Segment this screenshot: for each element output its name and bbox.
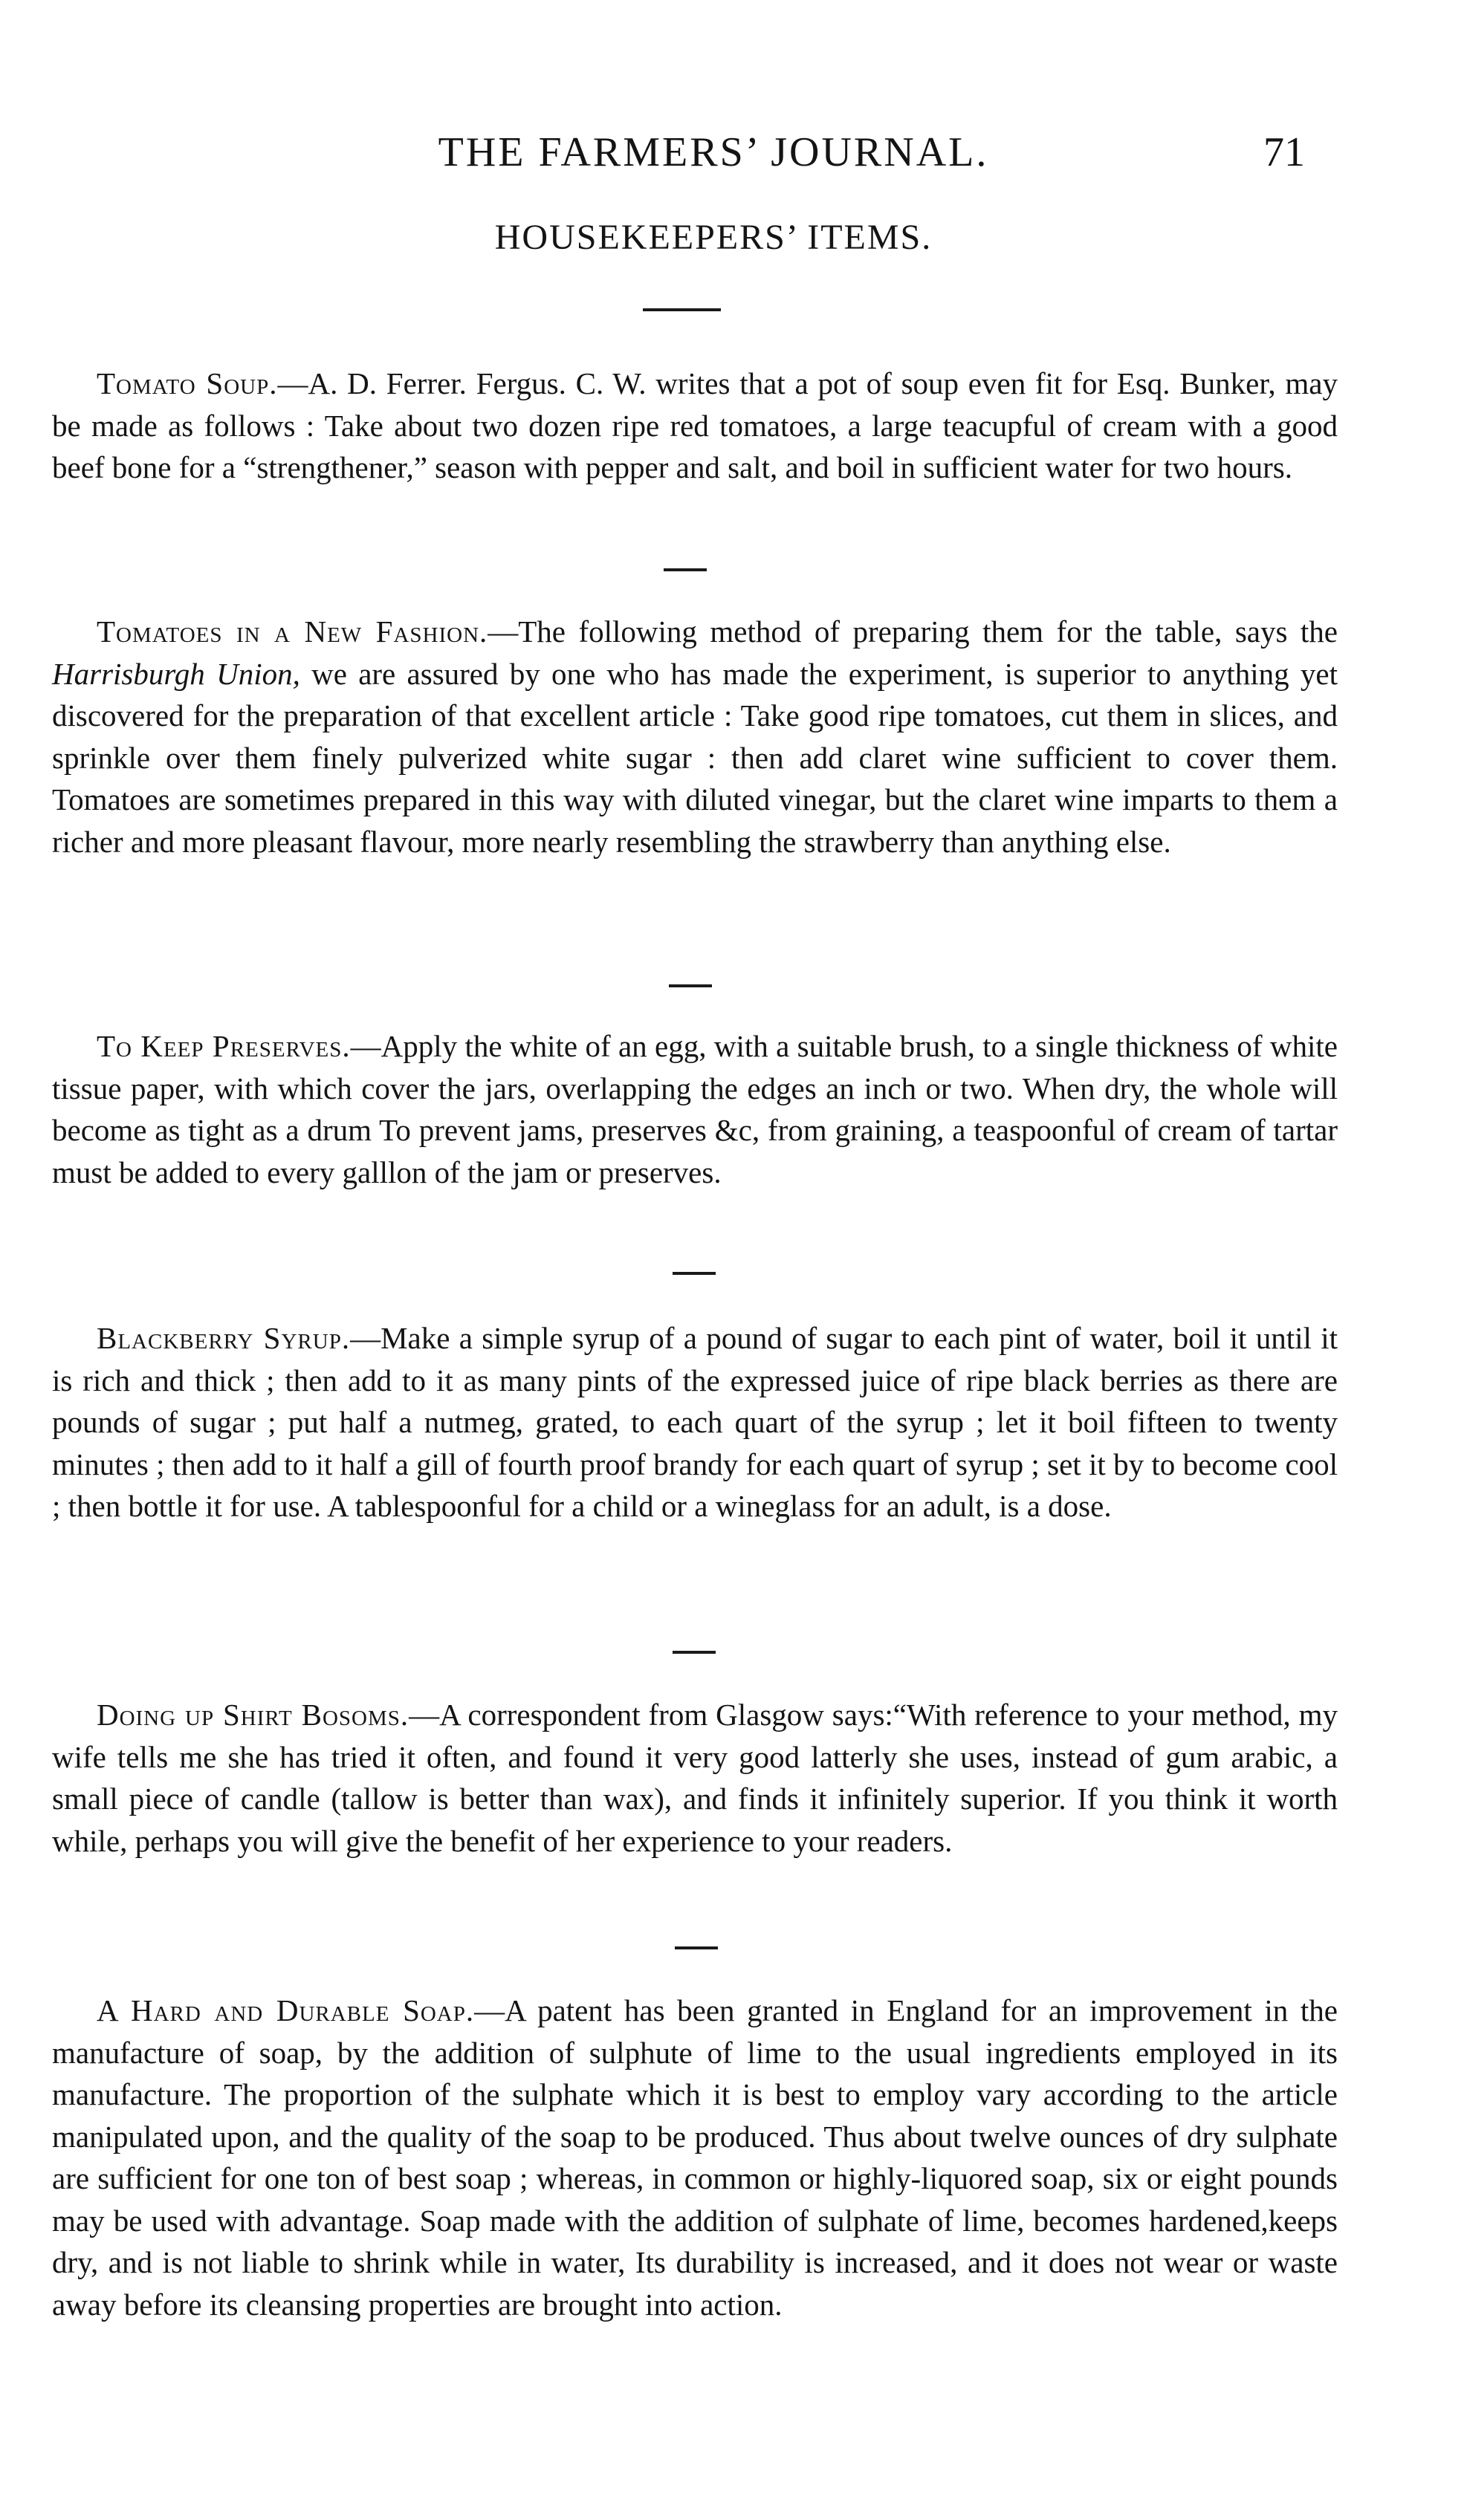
item-blackberry-syrup <box>52 1317 1338 1527</box>
item-heading: Doing up Shirt Bosoms. <box>97 1698 409 1732</box>
journal-title: THE FARMERS’ JOURNAL. <box>438 129 989 175</box>
item-divider <box>664 568 707 571</box>
item-tomato-soup <box>52 363 1338 489</box>
section-title: HOUSEKEEPERS’ ITEMS. <box>494 218 933 257</box>
item-text: we are assured by one who has made the experiment, is superior to anything yet discovered for the preparation of that excellent article : Take good ripe tomatoes, cut them in slices, and sprinkle over them finely pulverized white sugar : then add claret wine sufficient to cover them. Tomatoes are sometimes prepared in this way with diluted vinegar, but the claret wine imparts to them a richer and more pleasant flavour, more nearly resembling the strawberry than anything else. <box>52 656 1338 859</box>
item-hard-durable-soap <box>52 1990 1338 2325</box>
item-text: —Apply the white of an egg, with a suitable brush, to a single thickness of white tissue paper, with which cover the jars, overlapping the edges an inch or two. When dry, the whole will become as tight as a drum To prevent jams, preserves &c, from graining, a teaspoonful of cream of tartar must be added to every galllon of the jam or preserves. <box>52 1029 1338 1189</box>
item-divider <box>673 1651 716 1654</box>
item-text: —A correspondent from Glasgow says:“With reference to your method, my wife tells me she has tried it often, and found it very good latterly she uses, instead of gum arabic, a small piece of candle (tallow is better than wax), and finds it infinitely superior. If you think it worth while, perhaps you will give the benefit of her experience to your readers. <box>52 1698 1338 1858</box>
section-rule <box>643 308 721 311</box>
item-text: —Make a simple syrup of a pound of sugar to each pint of water, boil it until it is rich and thick ; then add to it as many pints of the expressed juice of ripe black berries as there are pounds of sugar ; put half a nutmeg, grated, to each quart of the syrup ; let it boil fifteen to twenty minutes ; then add to it half a gill of fourth proof brandy for each quart of syrup ; set it by to become cool ; then bottle it for use. A tablespoonful for a child or a wineglass for an adult, is a dose. <box>52 1321 1338 1523</box>
item-text: —A patent has been granted in England for an improvement in the manufacture of soap, by the addition of sulphute of lime to the usual ingredients employed in its manufacture. The proportion of the sulphate which it is best to employ vary according to the article manipulated upon, and the quality of the soap to be produced. Thus about twelve ounces of dry sulphate are sufficient for one ton of best soap ; whereas, in common or highly-liquored soap, six or eight pounds may be used with advantage. Soap made with the addition of sulphate of lime, becomes hardened,keeps dry, and is not liable to shrink while in water, Its durability is increased, and it does not wear or waste away before its cleansing properties are brought into action. <box>52 1993 1338 2322</box>
page-number: 71 <box>1263 129 1305 175</box>
item-heading: To Keep Preserves. <box>97 1029 351 1063</box>
running-head <box>0 126 1467 178</box>
item-divider <box>673 1272 716 1275</box>
item-tomatoes-new-fashion <box>52 611 1338 863</box>
item-heading: Blackberry Syrup. <box>97 1321 351 1355</box>
item-heading: Tomato Soup. <box>97 366 278 400</box>
item-text: —The following method of preparing them for the table, says the <box>488 614 1338 649</box>
item-text: —A. D. Ferrer. Fergus. C. W. writes that a pot of soup even fit for Esq. Bunker, may be made as follows : Take about two dozen ripe red tomatoes, a large teacupful of cream with a good beef bone for a “strengthener,” season with pepper and salt, and boil in sufficient water for two hours. <box>52 366 1338 484</box>
item-divider <box>675 1946 718 1949</box>
item-heading: Tomatoes in a New Fashion. <box>97 614 488 649</box>
item-heading: A Hard and Durable Soap. <box>97 1993 475 2027</box>
item-divider <box>669 984 712 987</box>
item-to-keep-preserves <box>52 1025 1338 1193</box>
item-italic-source: Harrisburgh Union, <box>52 656 300 691</box>
item-shirt-bosoms <box>52 1694 1338 1862</box>
